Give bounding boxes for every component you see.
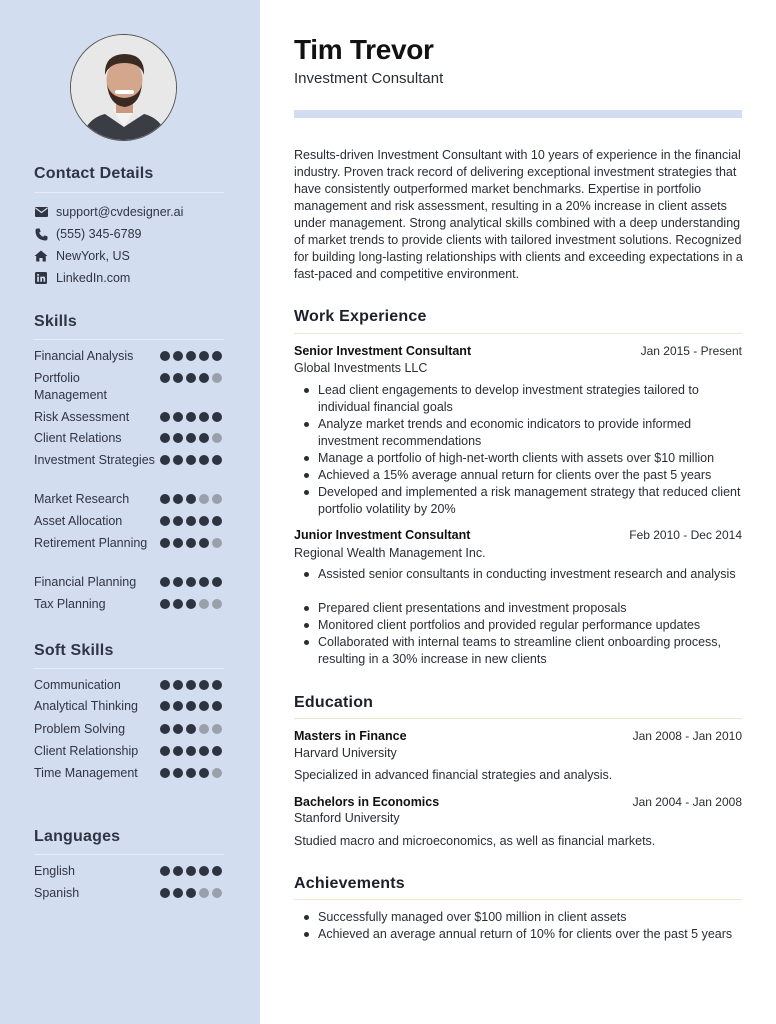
school-name: Harvard University — [294, 746, 397, 760]
rating-dot-filled — [160, 768, 170, 778]
divider — [34, 668, 224, 669]
rating-dot-filled — [160, 724, 170, 734]
rating-dot-filled — [199, 680, 209, 690]
rating-dot-filled — [173, 724, 183, 734]
contact-text: NewYork, US — [56, 249, 130, 263]
rating-dot-filled — [160, 516, 170, 526]
education-date: Jan 2008 - Jan 2010 — [632, 729, 742, 743]
rating-dot-filled — [160, 866, 170, 876]
skill-name: Financial Planning — [34, 575, 137, 589]
rating-dot-filled — [199, 768, 209, 778]
rating-dot-empty — [212, 494, 222, 504]
rating-dot-filled — [212, 412, 222, 422]
rating-dot-filled — [186, 888, 196, 898]
rating-dot-filled — [173, 433, 183, 443]
rating-dot-filled — [173, 494, 183, 504]
rating-dot-filled — [160, 494, 170, 504]
rating-dot-empty — [199, 494, 209, 504]
rating-dot-empty — [212, 538, 222, 548]
skill-name: Retirement Planning — [34, 536, 148, 550]
rating-dot-filled — [160, 577, 170, 587]
list-item: Developed and implemented a risk management strategy that reduced client portfolio volatility by 20% — [318, 484, 746, 518]
skill-rating — [160, 768, 222, 778]
header-accent-bar — [294, 110, 742, 118]
school-name: Stanford University — [294, 811, 400, 825]
rating-dot-filled — [199, 866, 209, 876]
skill-name: Client Relationship — [34, 744, 139, 758]
rating-dot-filled — [212, 577, 222, 587]
rating-dot-filled — [212, 746, 222, 756]
linkedin-icon — [34, 271, 48, 285]
job-bullets — [318, 566, 746, 583]
rating-dot-filled — [160, 455, 170, 465]
skill-name: Investment Strategies — [34, 453, 155, 467]
skill-row — [34, 863, 230, 880]
skill-rating — [160, 888, 222, 898]
list-item: Prepared client presentations and investment proposals — [318, 600, 746, 617]
skill-row — [34, 721, 230, 738]
list-item: Achieved an average annual return of 10% for clients over the past 5 years — [318, 926, 746, 943]
soft-skills-title: Soft Skills — [34, 642, 114, 659]
rating-dot-filled — [160, 746, 170, 756]
rating-dot-filled — [160, 373, 170, 383]
rating-dot-filled — [160, 412, 170, 422]
skill-name: Portfolio Management — [34, 371, 107, 402]
contact-text: (555) 345-6789 — [56, 227, 142, 241]
languages-title: Languages — [34, 828, 121, 845]
phone-icon — [34, 227, 48, 241]
list-item: Successfully managed over $100 million in client assets — [318, 909, 746, 926]
skill-row — [34, 348, 230, 365]
rating-dot-filled — [160, 433, 170, 443]
divider — [294, 333, 742, 334]
contact-title: Contact Details — [34, 165, 154, 182]
skill-rating — [160, 494, 222, 504]
rating-dot-filled — [186, 599, 196, 609]
rating-dot-filled — [173, 701, 183, 711]
rating-dot-filled — [212, 516, 222, 526]
skill-name: Financial Analysis — [34, 349, 134, 363]
rating-dot-filled — [199, 516, 209, 526]
job-date: Feb 2010 - Dec 2014 — [629, 528, 742, 542]
job-company: Regional Wealth Management Inc. — [294, 546, 486, 560]
skill-row — [34, 596, 230, 613]
rating-dot-filled — [186, 455, 196, 465]
home-icon — [34, 249, 48, 263]
rating-dot-filled — [173, 455, 183, 465]
skill-name: Analytical Thinking — [34, 699, 138, 713]
rating-dot-filled — [212, 351, 222, 361]
contact-linkedin[interactable] — [34, 271, 130, 285]
job-date: Jan 2015 - Present — [640, 344, 742, 358]
rating-dot-filled — [160, 888, 170, 898]
contact-phone[interactable] — [34, 227, 141, 241]
contact-text: LinkedIn.com — [56, 271, 131, 285]
rating-dot-filled — [173, 768, 183, 778]
education-title: Education — [294, 694, 374, 711]
achievements-list — [318, 909, 746, 943]
skill-rating — [160, 351, 222, 361]
skill-rating — [160, 577, 222, 587]
skill-row — [34, 765, 230, 782]
job-bullets — [318, 382, 746, 518]
sidebar — [0, 0, 260, 1024]
rating-dot-filled — [212, 701, 222, 711]
rating-dot-filled — [186, 724, 196, 734]
list-item: Assisted senior consultants in conducting investment research and analysis — [318, 566, 746, 583]
skill-row — [34, 452, 230, 469]
rating-dot-filled — [186, 494, 196, 504]
rating-dot-filled — [212, 866, 222, 876]
divider — [34, 854, 224, 855]
list-item: Lead client engagements to develop investment strategies tailored to individual financial goals — [318, 382, 746, 416]
rating-dot-filled — [186, 577, 196, 587]
divider — [294, 899, 742, 900]
rating-dot-filled — [199, 538, 209, 548]
list-item: Manage a portfolio of high-net-worth clients with assets over $10 million — [318, 450, 746, 467]
rating-dot-filled — [173, 538, 183, 548]
rating-dot-empty — [212, 599, 222, 609]
skill-name: Communication — [34, 678, 121, 692]
contact-email[interactable] — [34, 205, 183, 219]
education-desc: Studied macro and microeconomics, as well as financial markets. — [294, 834, 656, 848]
skill-rating — [160, 701, 222, 711]
rating-dot-filled — [186, 516, 196, 526]
skill-name: Problem Solving — [34, 722, 126, 736]
skill-row — [34, 574, 230, 591]
skill-name: English — [34, 864, 75, 878]
skill-rating — [160, 680, 222, 690]
rating-dot-filled — [199, 351, 209, 361]
rating-dot-filled — [173, 351, 183, 361]
avatar — [70, 34, 177, 141]
skill-rating — [160, 433, 222, 443]
rating-dot-filled — [199, 701, 209, 711]
rating-dot-filled — [173, 577, 183, 587]
rating-dot-filled — [186, 768, 196, 778]
skill-rating — [160, 412, 222, 422]
skill-rating — [160, 746, 222, 756]
skill-row — [34, 885, 230, 902]
skill-name: Spanish — [34, 886, 80, 900]
rating-dot-filled — [186, 433, 196, 443]
rating-dot-filled — [173, 373, 183, 383]
skill-name: Client Relations — [34, 431, 122, 445]
rating-dot-filled — [212, 455, 222, 465]
skill-name: Risk Assessment — [34, 410, 130, 424]
job-bullets — [318, 600, 746, 668]
work-title: Work Experience — [294, 308, 427, 325]
skill-rating — [160, 538, 222, 548]
list-item: Analyze market trends and economic indicators to provide informed investment recommendations — [318, 416, 746, 450]
education-desc: Specialized in advanced financial strategies and analysis. — [294, 768, 613, 782]
rating-dot-filled — [186, 412, 196, 422]
profile-photo — [71, 35, 177, 141]
rating-dot-empty — [199, 888, 209, 898]
list-item: Monitored client portfolios and provided regular performance updates — [318, 617, 746, 634]
rating-dot-filled — [186, 701, 196, 711]
rating-dot-filled — [199, 433, 209, 443]
rating-dot-empty — [212, 724, 222, 734]
rating-dot-filled — [199, 412, 209, 422]
job-company: Global Investments LLC — [294, 361, 428, 375]
skill-rating — [160, 373, 222, 383]
rating-dot-empty — [212, 373, 222, 383]
skill-row — [34, 677, 230, 694]
rating-dot-filled — [173, 599, 183, 609]
degree-title: Bachelors in Economics — [294, 795, 440, 809]
skill-row — [34, 698, 230, 715]
job-title: Junior Investment Consultant — [294, 528, 471, 542]
rating-dot-empty — [212, 768, 222, 778]
skill-rating — [160, 724, 222, 734]
rating-dot-filled — [199, 373, 209, 383]
contact-text: support@cvdesigner.ai — [56, 205, 184, 219]
rating-dot-empty — [199, 599, 209, 609]
rating-dot-filled — [186, 351, 196, 361]
skills-title: Skills — [34, 313, 78, 330]
rating-dot-filled — [199, 577, 209, 587]
skill-row — [34, 535, 230, 552]
rating-dot-filled — [212, 680, 222, 690]
skill-row — [34, 409, 230, 426]
rating-dot-filled — [186, 746, 196, 756]
rating-dot-filled — [160, 680, 170, 690]
rating-dot-filled — [160, 538, 170, 548]
rating-dot-filled — [186, 538, 196, 548]
rating-dot-filled — [160, 599, 170, 609]
skill-row — [34, 743, 230, 760]
education-date: Jan 2004 - Jan 2008 — [632, 795, 742, 809]
skill-row — [34, 491, 230, 508]
contact-location — [34, 249, 130, 263]
rating-dot-filled — [199, 455, 209, 465]
job-title: Senior Investment Consultant — [294, 344, 472, 358]
candidate-role: Investment Consultant — [294, 70, 444, 87]
rating-dot-filled — [186, 866, 196, 876]
rating-dot-filled — [173, 746, 183, 756]
skill-rating — [160, 455, 222, 465]
rating-dot-filled — [199, 746, 209, 756]
list-item: Achieved a 15% average annual return for clients over the past 5 years — [318, 467, 746, 484]
skill-rating — [160, 599, 222, 609]
degree-title: Masters in Finance — [294, 729, 407, 743]
rating-dot-filled — [160, 351, 170, 361]
skill-name: Time Management — [34, 766, 138, 780]
skill-name: Asset Allocation — [34, 514, 123, 528]
skill-name: Tax Planning — [34, 597, 106, 611]
rating-dot-empty — [199, 724, 209, 734]
divider — [34, 192, 224, 193]
skill-name: Market Research — [34, 492, 130, 506]
envelope-icon — [34, 205, 48, 219]
list-item: Collaborated with internal teams to streamline client onboarding process, resulting in a 30% increase in new clients — [318, 634, 746, 668]
rating-dot-filled — [173, 866, 183, 876]
rating-dot-empty — [212, 433, 222, 443]
rating-dot-empty — [212, 888, 222, 898]
rating-dot-filled — [160, 701, 170, 711]
summary-text: Results-driven Investment Consultant with 10 years of experience in the financial industry. Proven track record of delivering exceptional investment strategies that have consistently outperformed market benchmarks. Expertise in portfolio management and risk assessment, resulting in a 20% increase in client assets under management. Strong analytical skills combined with a deep understanding of market trends to provide clients with tailored investment solutions. Recognized for building long-lasting relationships with clients and exceeding expectations in a fast-paced and competitive environment. — [294, 148, 743, 281]
rating-dot-filled — [173, 412, 183, 422]
skill-rating — [160, 866, 222, 876]
divider — [34, 339, 224, 340]
skill-row — [34, 370, 230, 404]
candidate-name: Tim Trevor — [294, 34, 434, 65]
rating-dot-filled — [186, 680, 196, 690]
skill-row — [34, 430, 230, 447]
rating-dot-filled — [173, 680, 183, 690]
rating-dot-filled — [173, 516, 183, 526]
divider — [294, 718, 742, 719]
achievements-title: Achievements — [294, 875, 405, 892]
skill-row — [34, 513, 230, 530]
rating-dot-filled — [173, 888, 183, 898]
skill-rating — [160, 516, 222, 526]
rating-dot-filled — [186, 373, 196, 383]
